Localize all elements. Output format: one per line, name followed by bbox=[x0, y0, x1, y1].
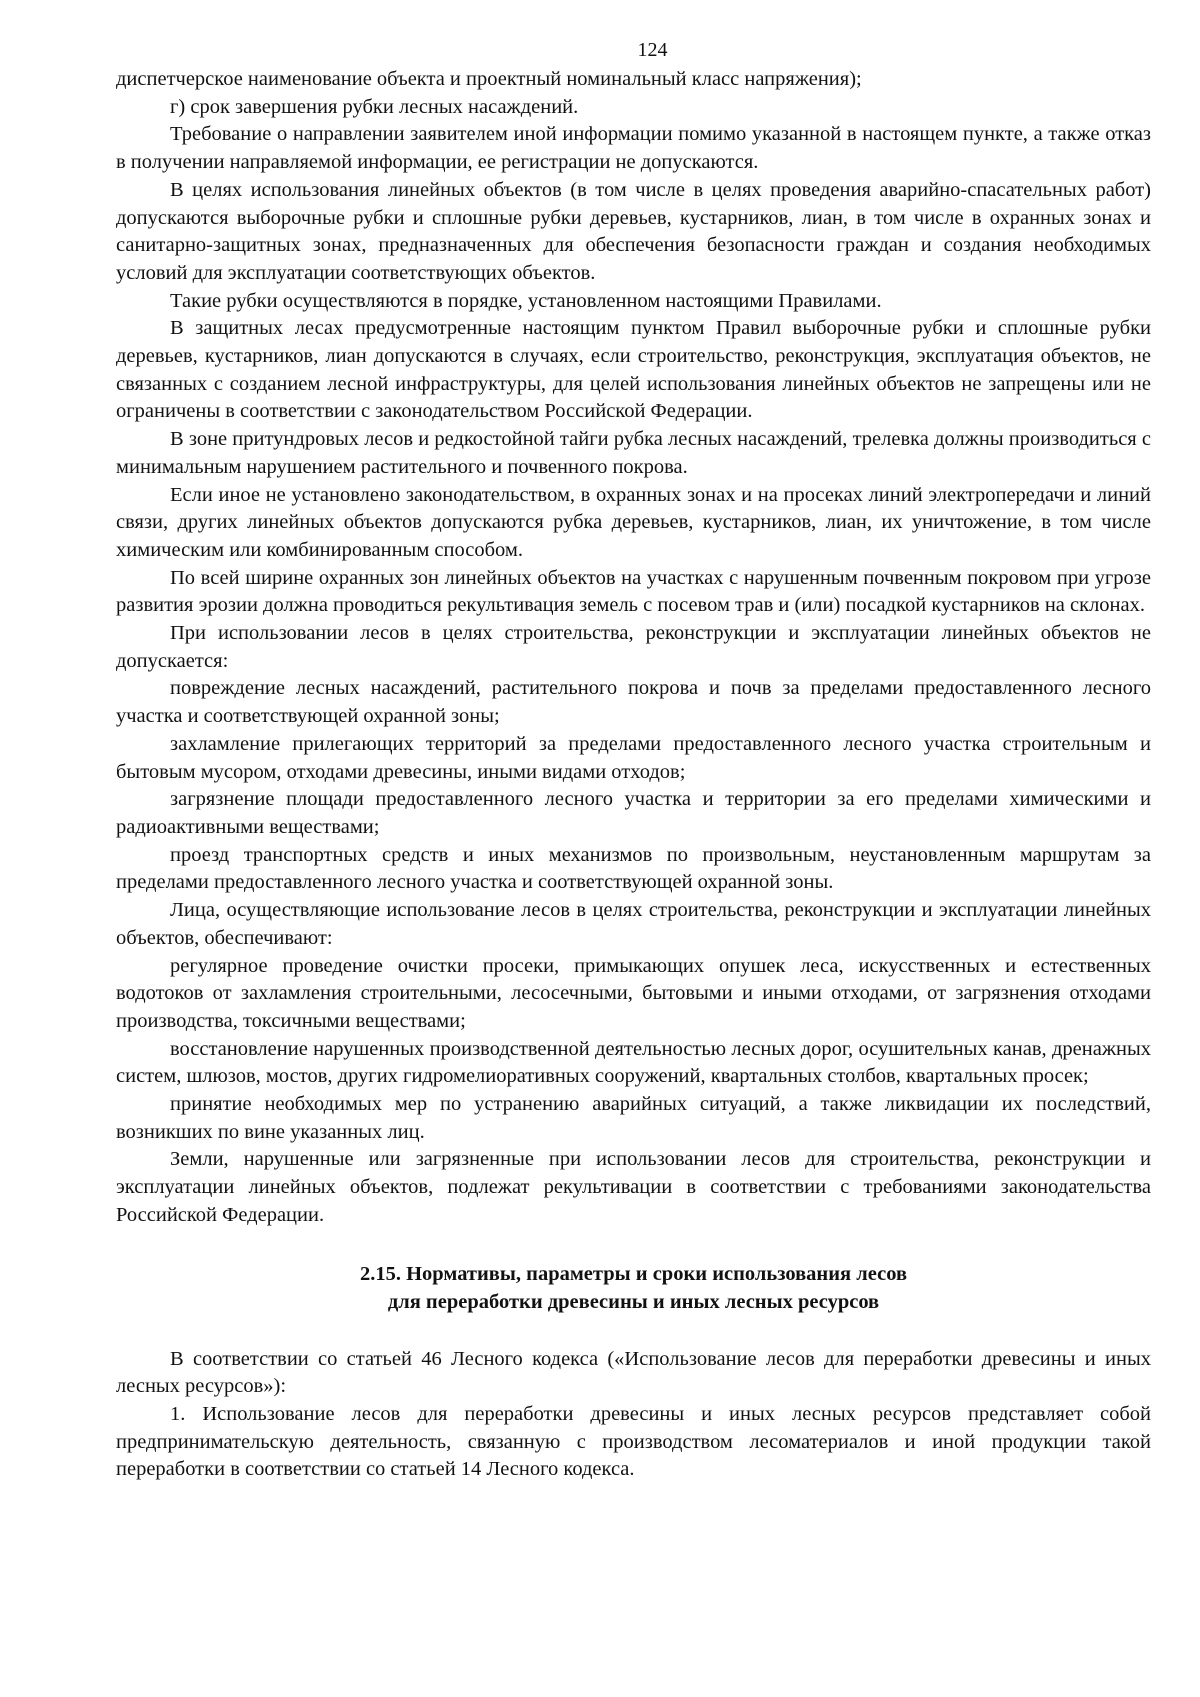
list-item: загрязнение площади предоставленного лесного участка и территории за его пределами химическими и радиоактивными веществами; bbox=[116, 788, 1151, 838]
paragraph: По всей ширине охранных зон линейных объектов на участках с нарушенным почвенным покровом при угрозе развития эрозии должна проводиться рекультивация земель с посевом трав и (или) посадкой кустарников на склонах. bbox=[116, 566, 1151, 617]
paragraph: При использовании лесов в целях строительства, реконструкции и эксплуатации линейных объектов не допускается: bbox=[116, 622, 1151, 672]
section-heading bbox=[116, 1260, 1151, 1316]
section-heading-line-1: 2.15. Нормативы, параметры и сроки использования лесов bbox=[359, 1262, 908, 1285]
list-item: принятие необходимых мер по устранению аварийных ситуаций, а также ликвидации их последствий, возникших по вине указанных лиц. bbox=[116, 1093, 1151, 1143]
paragraph: Земли, нарушенные или загрязненные при использовании лесов для строительства, реконструкции и эксплуатации линейных объектов, подлежат рекультивации в соответствии с требованиями законодательства Российской Федерации. bbox=[116, 1148, 1151, 1226]
paragraph: диспетчерское наименование объекта и проектный номинальный класс напряжения); bbox=[116, 68, 862, 90]
paragraph: Лица, осуществляющие использование лесов в целях строительства, реконструкции и эксплуатации линейных объектов, обеспечивают: bbox=[116, 899, 1151, 949]
list-item: восстановление нарушенных производственной деятельностью лесных дорог, осушительных канав, дренажных систем, шлюзов, мостов, других гидромелиоративных сооружений, квартальных столбов, квартальных просек; bbox=[116, 1037, 1151, 1088]
list-item: регулярное проведение очистки просеки, примыкающих опушек леса, искусственных и естественных водотоков от захламления строительными, лесосечными, бытовыми и иными отходами, от загрязнения отходами производства, токсичными веществами; bbox=[116, 954, 1151, 1032]
paragraph: г) срок завершения рубки лесных насаждений. bbox=[170, 95, 579, 118]
paragraph: Такие рубки осуществляются в порядке, установленном настоящими Правилами. bbox=[170, 289, 882, 312]
document-page bbox=[116, 36, 1151, 1484]
list-item: проезд транспортных средств и иных механизмов по произвольным, неустановленным маршрутам за пределами предоставленного лесного участка и соответствующей охранной зоны. bbox=[116, 843, 1151, 894]
list-item: захламление прилегающих территорий за пределами предоставленного лесного участка строительным и бытовым мусором, отходами древесины, иными видами отходов; bbox=[116, 732, 1151, 783]
paragraph: Требование о направлении заявителем иной информации помимо указанной в настоящем пункте, а также отказ в получении направляемой информации, ее регистрации не допускаются. bbox=[116, 123, 1151, 174]
paragraph: Если иное не установлено законодательством, в охранных зонах и на просеках линий электропередачи и линий связи, других линейных объектов допускаются рубка деревьев, кустарников, лиан, их уничтожение, в том числе химическим или комбинированным способом. bbox=[116, 483, 1151, 561]
paragraph: 1. Использование лесов для переработки древесины и иных лесных ресурсов представляет собой предпринимательскую деятельность, связанную с производством лесоматериалов и иной продукции такой переработки в соответствии со статьей 14 Лесного кодекса. bbox=[116, 1402, 1151, 1481]
paragraph: В целях использования линейных объектов (в том числе в целях проведения аварийно-спасательных работ) допускаются выборочные рубки и сплошные рубки деревьев, кустарников, лиан, в том числе в охранных зонах и санитарно-защитных зонах, предназначенных для обеспечения безопасности граждан и создания необходимых условий для эксплуатации соответствующих объектов. bbox=[116, 178, 1151, 284]
page-number: 124 bbox=[637, 39, 668, 61]
paragraph: В соответствии со статьей 46 Лесного кодекса («Использование лесов для переработки древесины и иных лесных ресурсов»): bbox=[116, 1347, 1151, 1398]
list-item: повреждение лесных насаждений, растительного покрова и почв за пределами предоставленного лесного участка и соответствующей охранной зоны; bbox=[116, 677, 1151, 728]
section-heading-line-2: для переработки древесины и иных лесных ресурсов bbox=[387, 1290, 880, 1313]
paragraph: В защитных лесах предусмотренные настоящим пунктом Правил выборочные рубки и сплошные рубки деревьев, кустарников, лиан допускаются в случаях, если строительство, реконструкция, эксплуатация объектов, не связанных с созданием лесной инфраструктуры, для целей использования линейных объектов не запрещены или не ограничены в соответствии с законодательством Российской Федерации. bbox=[116, 317, 1151, 423]
body-text-after-heading bbox=[116, 1346, 1151, 1485]
paragraph: В зоне притундровых лесов и редкостойной тайги рубка лесных насаждений, трелевка должны производиться с минимальным нарушением растительного и почвенного покрова. bbox=[116, 428, 1151, 478]
body-text-before-heading bbox=[116, 66, 1151, 1230]
